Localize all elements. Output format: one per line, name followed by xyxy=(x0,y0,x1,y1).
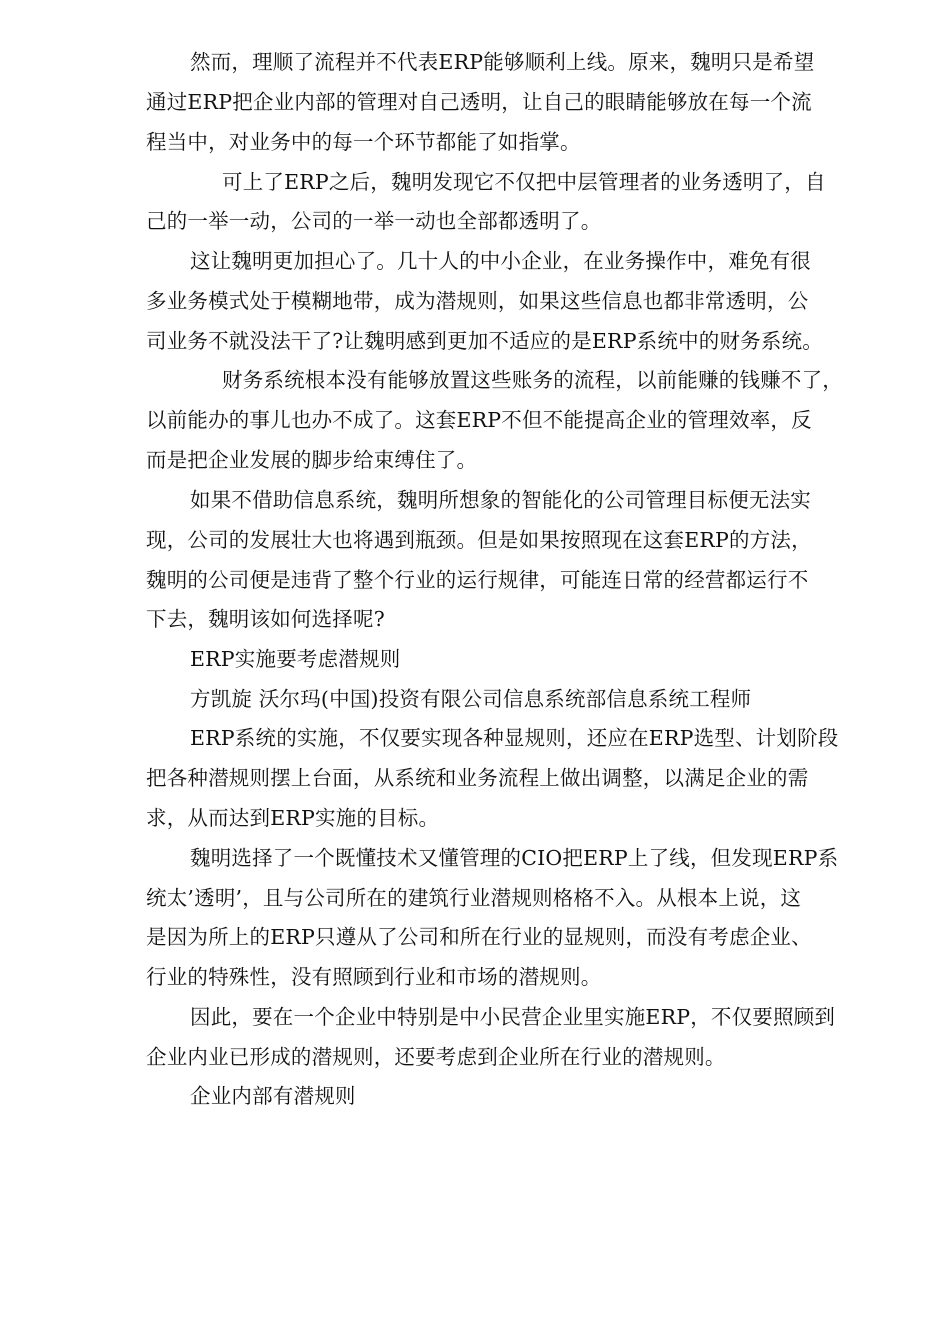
text-line: 可上了ERP之后，魏明发现它不仅把中层管理者的业务透明了，自 xyxy=(222,170,826,194)
text-line: 而是把企业发展的脚步给束缚住了。 xyxy=(146,448,478,472)
text-line: 把各种潜规则摆上台面，从系统和业务流程上做出调整，以满足企业的需 xyxy=(146,766,809,790)
text-line: 如果不借助信息系统，魏明所想象的智能化的公司管理目标便无法实 xyxy=(190,488,811,512)
text-line: 这让魏明更加担心了。几十人的中小企业，在业务操作中，难免有很 xyxy=(190,249,811,273)
text-line: 现，公司的发展壮大也将遇到瓶颈。但是如果按照现在这套ERP的方法， xyxy=(146,528,812,552)
text-line: 企业内部有潜规则 xyxy=(190,1084,356,1108)
text-line: 多业务模式处于模糊地带，成为潜规则，如果这些信息也都非常透明，公 xyxy=(146,289,809,313)
text-line: 通过ERP把企业内部的管理对自己透明，让自己的眼睛能够放在每一个流 xyxy=(146,90,812,114)
text-line: 魏明选择了一个既懂技术又懂管理的CIO把ERP上了线，但发现ERP系 xyxy=(190,846,839,870)
text-line: ERP实施要考虑潜规则 xyxy=(190,647,401,671)
text-line: 程当中，对业务中的每一个环节都能了如指掌。 xyxy=(146,130,581,154)
text-line: 魏明的公司便是违背了整个行业的运行规律，可能连日常的经营都运行不 xyxy=(146,568,809,592)
text-line: 行业的特殊性，没有照顾到行业和市场的潜规则。 xyxy=(146,965,602,989)
text-line: 己的一举一动，公司的一举一动也全部都透明了。 xyxy=(146,209,602,233)
text-line: 以前能办的事儿也办不成了。这套ERP不但不能提高企业的管理效率，反 xyxy=(146,408,812,432)
text-line: 企业内业已形成的潜规则，还要考虑到企业所在行业的潜规则。 xyxy=(146,1045,726,1069)
text-line: ERP系统的实施，不仅要实现各种显规则，还应在ERP选型、计划阶段 xyxy=(190,726,839,750)
text-line: 司业务不就没法干了?让魏明感到更加不适应的是ERP系统中的财务系统。 xyxy=(146,329,823,353)
text-line: 然而，理顺了流程并不代表ERP能够顺利上线。原来，魏明只是希望 xyxy=(190,50,815,74)
text-line: 统太’透明’，且与公司所在的建筑行业潜规则格格不入。从根本上说，这 xyxy=(146,886,802,910)
text-line: 求，从而达到ERP实施的目标。 xyxy=(146,806,440,830)
text-line: 财务系统根本没有能够放置这些账务的流程，以前能赚的钱赚不了， xyxy=(222,368,843,392)
text-line: 是因为所上的ERP只遵从了公司和所在行业的显规则，而没有考虑企业、 xyxy=(146,925,812,949)
text-line: 因此，要在一个企业中特别是中小民营企业里实施ERP，不仅要照顾到 xyxy=(190,1005,836,1029)
text-line: 方凯旋 沃尔玛(中国)投资有限公司信息系统部信息系统工程师 xyxy=(190,687,752,711)
text-line: 下去，魏明该如何选择呢? xyxy=(146,607,385,631)
